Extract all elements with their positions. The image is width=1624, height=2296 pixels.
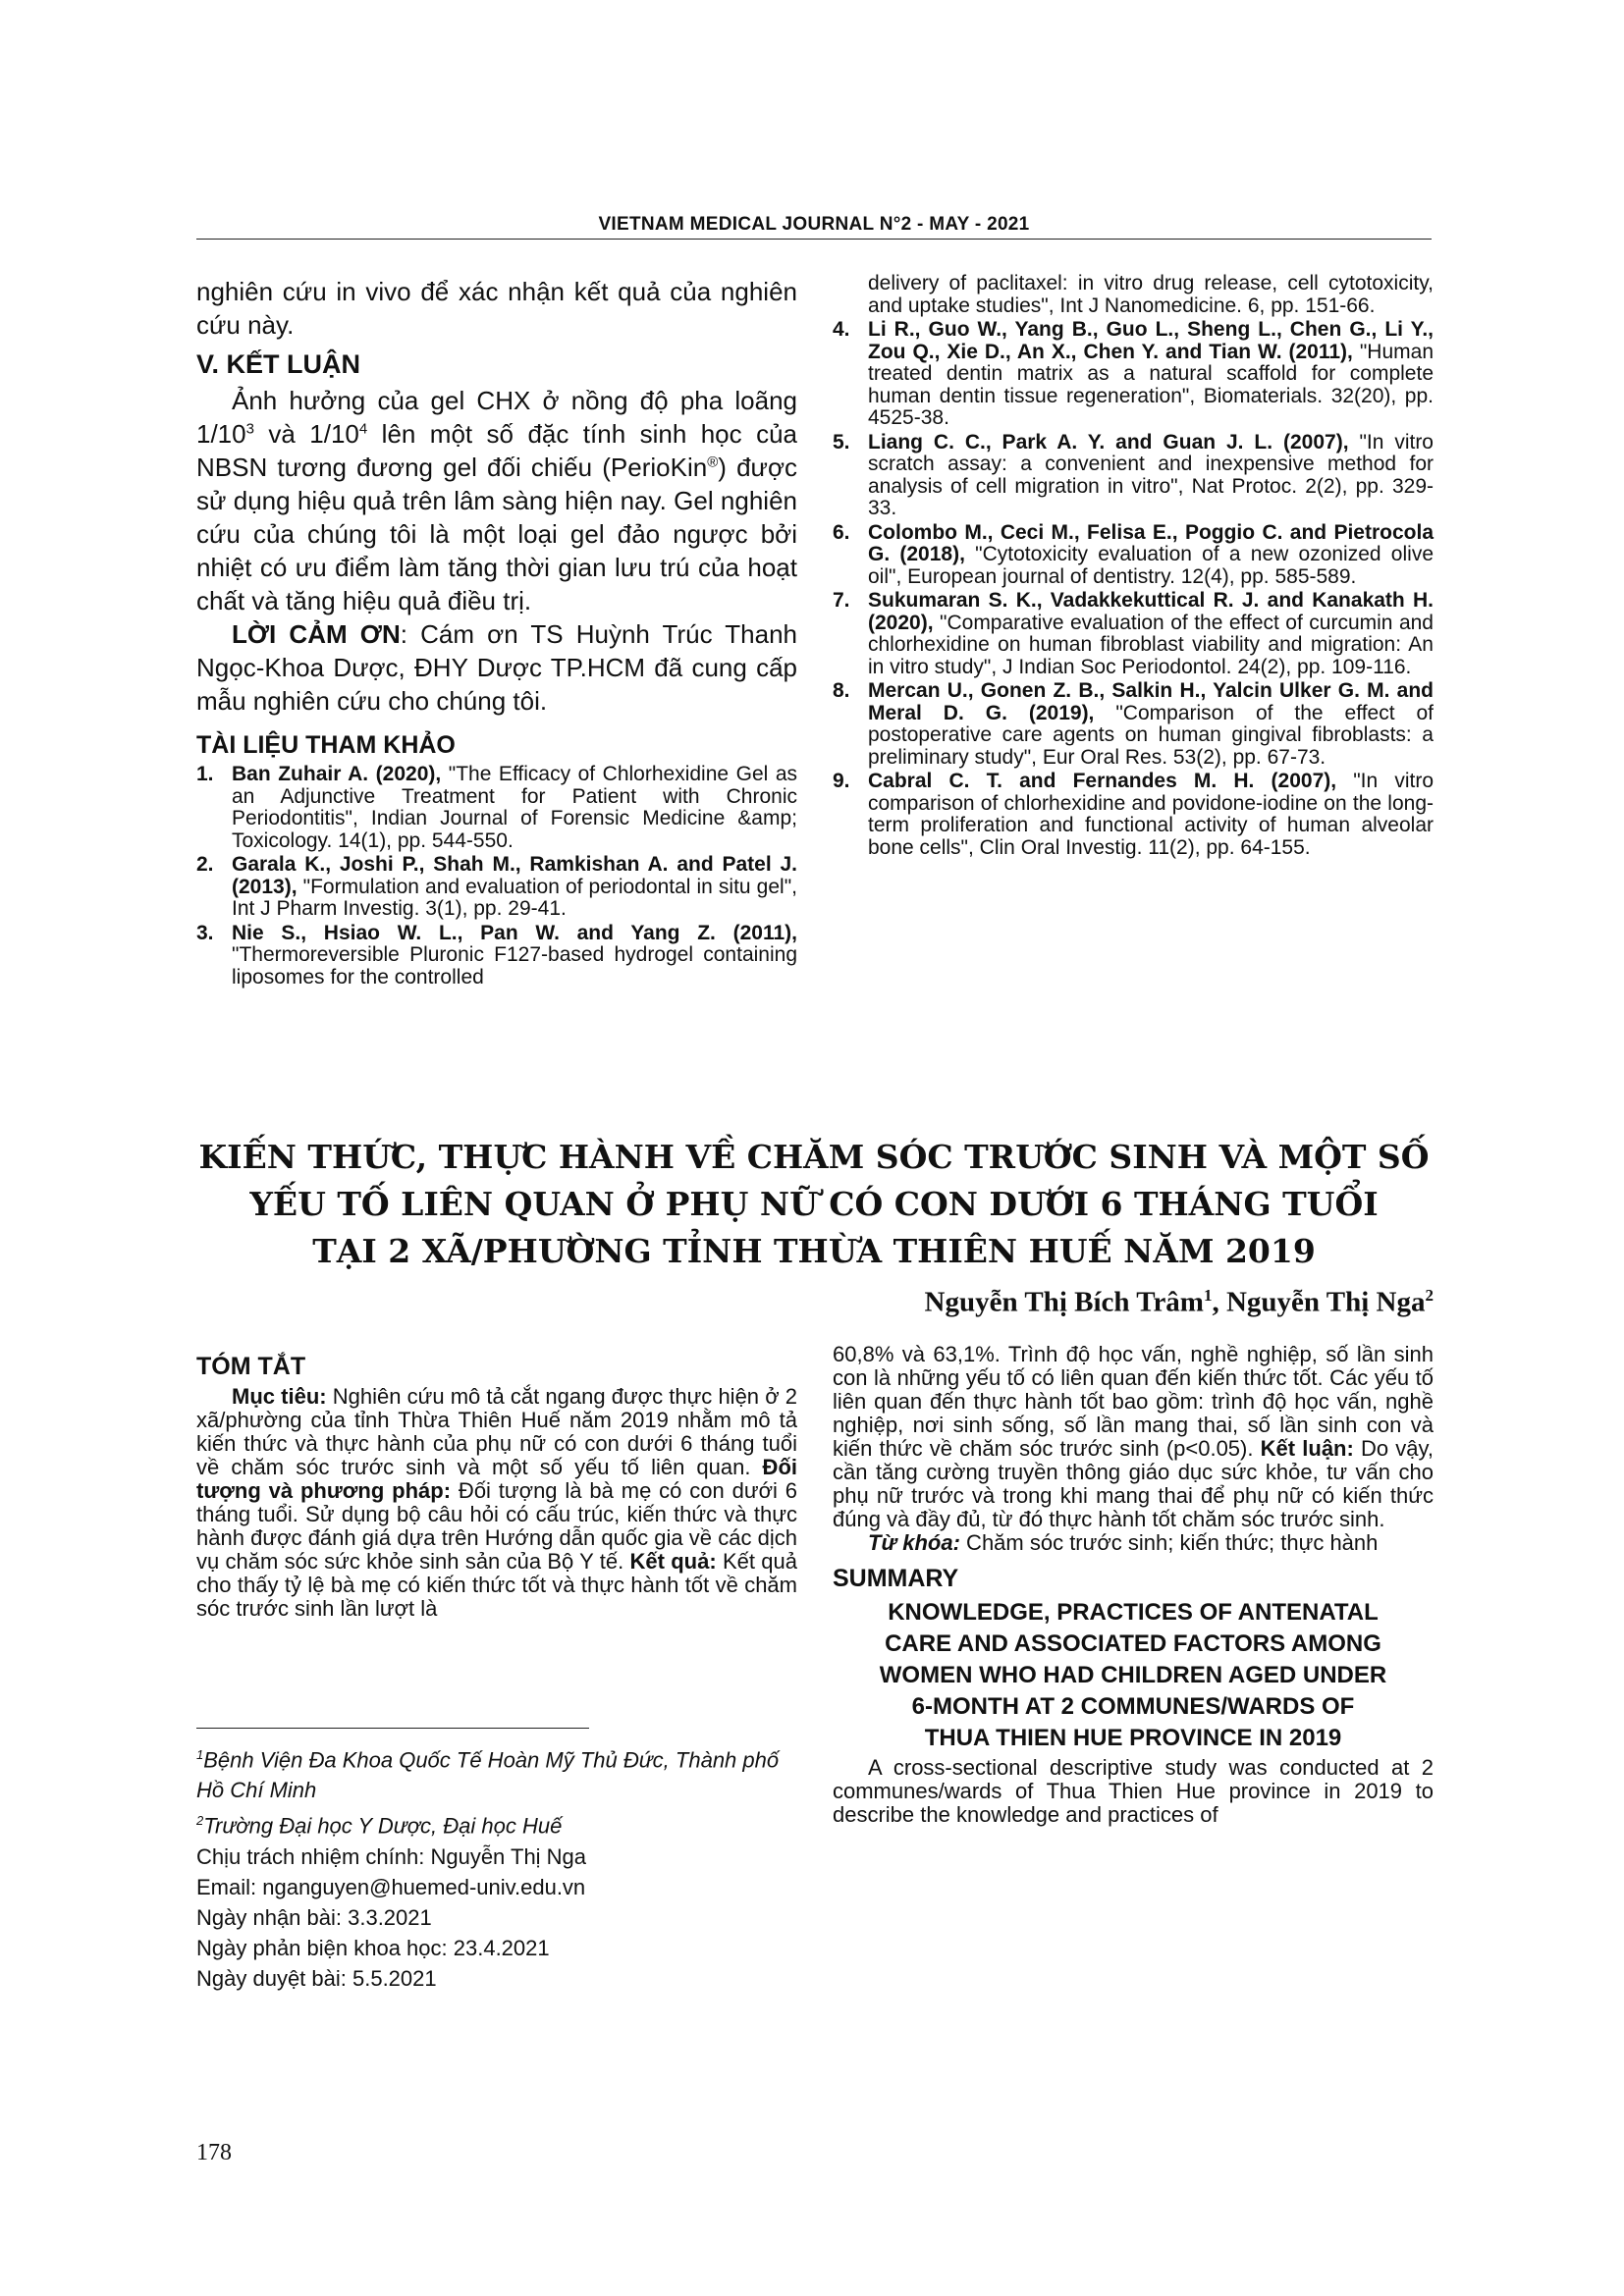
- reference-text: "Comparison of the effect of postoperative care agents on human gingival fibroblasts: a preliminary study", Eur Oral Res. 53(2), pp. 67-73.: [868, 701, 1434, 769]
- received-date: Ngày nhận bài: 3.3.2021: [196, 1904, 432, 1930]
- registered-mark: ®: [707, 454, 719, 471]
- intro-paragraph: nghiên cứu in vivo để xác nhận kết quả của nghiên cứu này.: [196, 277, 797, 340]
- reference-text: delivery of paclitaxel: in vitro drug release, cell cytotoxicity, and uptake studies", Int J Nanomedicine. 6, pp. 151-66.: [868, 272, 1434, 317]
- author-separator: ,: [1212, 1286, 1226, 1318]
- abstract-paragraph: [196, 1385, 797, 1621]
- conclusion-text-3: lên một số đặc tính sinh học của NBSN tương đương gel đối chiếu (PerioKin: [196, 419, 797, 482]
- reference-authors: Sukumaran S. K., Vadakkekuttical R. J. and Kanakath H. (2020),: [868, 589, 1434, 634]
- reference-text: "Thermoreversible Pluronic F127-based hydrogel containing liposomes for the controlled: [232, 943, 797, 988]
- abstract-results: Kết quả cho thấy tỷ lệ bà mẹ có kiến thức tốt và thực hành tốt về chăm sóc trước sinh lần lượt là: [196, 1549, 798, 1621]
- reference-authors: Nie S., Hsiao W. L., Pan W. and Yang Z. (2011),: [232, 921, 797, 944]
- footnote-rule: [196, 1728, 589, 1729]
- keywords-label: Từ khóa:: [868, 1530, 960, 1555]
- reference-number: 2.: [196, 853, 214, 876]
- abstract-objective: Nghiên cứu mô tả cắt ngang được thực hiện ở 2 xã/phường của tỉnh Thừa Thiên Huế năm 2019 nhằm mô tả kiến thức và thực hành của phụ nữ có con dưới 6 tháng tuổi về chăm sóc trước sinh và một số yếu tố liên quan.: [196, 1384, 797, 1479]
- reference-authors: Mercan U., Gonen Z. B., Salkin H., Yalcin Ulker G. M. and Meral D. G. (2019),: [868, 679, 1434, 724]
- journal-header: VIETNAM MEDICAL JOURNAL N°2 - MAY - 2021: [598, 214, 1030, 235]
- reference-authors: Colombo M., Ceci M., Felisa E., Poggio C. and Pietrocola G. (2018),: [868, 520, 1434, 565]
- responsible-author: Chịu trách nhiệm chính: Nguyễn Thị Nga: [196, 1843, 587, 1869]
- affiliation-text: Bệnh Viện Đa Khoa Quốc Tế Hoàn Mỹ Thủ Đức, Thành phố Hồ Chí Minh: [196, 1747, 780, 1803]
- left-column-top: [196, 275, 797, 990]
- abstract-continuation: [833, 1343, 1434, 1531]
- reference-item: [196, 854, 797, 921]
- superscript: 4: [358, 420, 368, 438]
- reference-authors: Ban Zuhair A. (2020),: [232, 763, 442, 785]
- abstract-column-right: [833, 1343, 1434, 1827]
- reference-continuation: [833, 273, 1434, 317]
- summary-title: [833, 1597, 1434, 1754]
- summary-paragraph: A cross-sectional descriptive study was conducted at 2 communes/wards of Thua Thien Hue province in 2019 to describe the knowledge and practices of: [833, 1755, 1434, 1827]
- reference-item: [196, 764, 797, 852]
- acknowledgement-paragraph: [196, 617, 797, 718]
- abstract-results-continued: 60,8% và 63,1%. Trình độ học vấn, nghề nghiệp, số lần sinh con là những yếu tố có liên quan đến kiến thức tốt. Các yếu tố liên quan đến thực hành tốt bao gồm: trình độ học vấn, nghề nghiệp, nơi sinh sống, số lần mang thai, số lần sinh con và kiến thức về chăm sóc trước sinh (p<0.05).: [833, 1342, 1434, 1461]
- reference-text: "Comparative evaluation of the effect of curcumin and chlorhexidine on human fibroblast viability and migration: An in vitro study", J Indian Soc Periodontol. 24(2), pp. 109-116.: [868, 611, 1434, 678]
- article-title: [196, 1134, 1432, 1275]
- superscript: 3: [245, 420, 254, 438]
- reference-authors: Cabral C. T. and Fernandes M. H. (2007),: [868, 770, 1337, 792]
- reference-item: [833, 680, 1434, 769]
- article-title-line: TẠI 2 XÃ/PHƯỜNG TỈNH THỪA THIÊN HUẾ NĂM 2019: [312, 1232, 1316, 1270]
- reference-text: "In vitro scratch assay: a convenient and inexpensive method for analysis of cell migration in vitro", Nat Protoc. 2(2), pp. 329-33.: [868, 430, 1434, 519]
- article-title-line: KIẾN THỨC, THỰC HÀNH VỀ CHĂM SÓC TRƯỚC SINH VÀ MỘT SỐ: [198, 1138, 1430, 1176]
- accepted-date: Ngày duyệt bài: 5.5.2021: [196, 1965, 437, 1991]
- affiliation-text: Trường Đại học Y Dược, Đại học Huế: [203, 1813, 563, 1839]
- keywords-text: Chăm sóc trước sinh; kiến thức; thực hành: [959, 1530, 1379, 1555]
- reference-number: 1.: [196, 763, 214, 785]
- reference-number: 3.: [196, 921, 214, 944]
- conclusion-paragraph: [196, 384, 797, 617]
- acknowledgement-label: LỜI CẢM ƠN: [232, 619, 401, 649]
- acknowledgement-text: : Cám ơn TS Huỳnh Trúc Thanh Ngọc-Khoa Dược, ĐHY Dược TP.HCM đã cung cấp mẫu nghiên cứu cho chúng tôi.: [196, 619, 797, 716]
- affiliation-mark: 2: [196, 1813, 204, 1829]
- keywords-paragraph: [833, 1531, 1434, 1555]
- references-heading: TÀI LIỆU THAM KHẢO: [196, 731, 456, 759]
- author-name: Nguyễn Thị Bích Trâm: [924, 1286, 1204, 1318]
- conclusion-text-4: ) được sử dụng hiệu quả trên lâm sàng hiện nay. Gel nghiên cứu của chúng tôi là một loại gel đảo ngược bởi nhiệt có ưu điểm làm tăng thời gian lưu trú của hoạt chất và tăng hiệu quả điều trị.: [196, 453, 797, 615]
- summary-title-line: WOMEN WHO HAD CHILDREN AGED UNDER: [879, 1662, 1387, 1688]
- author-name: Nguyễn Thị Nga: [1225, 1286, 1426, 1318]
- abstract-label-results: Kết quả:: [623, 1549, 717, 1574]
- reference-list-left: [196, 764, 797, 988]
- abstract-label-conclusion: Kết luận:: [1253, 1436, 1354, 1461]
- reference-item: [833, 319, 1434, 430]
- reference-number: 8.: [833, 679, 850, 702]
- reference-item: [833, 590, 1434, 678]
- abstract-label-objective: Mục tiêu:: [232, 1384, 327, 1409]
- header-rule: [196, 239, 1432, 240]
- affiliation-mark: 1: [196, 1747, 204, 1762]
- abstract-heading: TÓM TẮT: [196, 1353, 306, 1380]
- reference-number: 7.: [833, 589, 850, 612]
- author-affiliation-mark: 2: [1425, 1286, 1434, 1305]
- reference-number: 4.: [833, 318, 850, 341]
- conclusion-heading: V. KẾT LUẬN: [196, 349, 361, 379]
- reference-authors: Garala K., Joshi P., Shah M., Ramkishan A. and Patel J. (2013),: [232, 853, 797, 898]
- email: Email: nganguyen@huemed-univ.edu.vn: [196, 1874, 586, 1899]
- article-authors: [815, 1286, 1434, 1319]
- page-number: 178: [196, 2140, 232, 2165]
- reference-number: 6.: [833, 520, 850, 544]
- reference-text: "Human treated dentin matrix as a natural scaffold for complete human dentin tissue regeneration", Biomaterials. 32(20), pp. 4525-38.: [868, 340, 1434, 429]
- reference-item: [833, 771, 1434, 859]
- reference-text: "In vitro comparison of chlorhexidine and povidone-iodine on the long-term proliferation and functional activity of human alveolar bone cells", Clin Oral Investig. 11(2), pp. 64-155.: [868, 770, 1434, 859]
- article-title-line: YẾU TỐ LIÊN QUAN Ở PHỤ NỮ CÓ CON DƯỚI 6 THÁNG TUỔI: [249, 1185, 1379, 1223]
- reference-text: "Cytotoxicity evaluation of a new ozonized olive oil", European journal of dentistry. 12(4), pp. 585-589.: [868, 543, 1434, 588]
- right-column-top: [833, 273, 1434, 861]
- affiliation-1: [196, 1739, 797, 1805]
- summary-title-line: 6-MONTH AT 2 COMMUNES/WARDS OF: [911, 1693, 1355, 1720]
- reference-item: [196, 923, 797, 989]
- affiliation-2: [196, 1805, 797, 1841]
- author-affiliation-mark: 1: [1203, 1286, 1213, 1305]
- footnotes: [196, 1739, 797, 1994]
- reference-text: "The Efficacy of Chlorhexidine Gel as an Adjunctive Treatment for Patient with Chronic Periodontitis", Indian Journal of Forensic Medicine &amp; Toxicology. 14(1), pp. 544-550.: [232, 763, 797, 852]
- summary-title-line: THUA THIEN HUE PROVINCE IN 2019: [924, 1725, 1342, 1751]
- reference-authors: Liang C. C., Park A. Y. and Guan J. L. (2007),: [868, 430, 1349, 454]
- reference-item: [833, 522, 1434, 589]
- summary-heading: SUMMARY: [833, 1565, 959, 1592]
- reference-item: [833, 432, 1434, 520]
- conclusion-text-1: Ảnh hưởng của gel CHX ở nồng độ pha loãng 1/10: [196, 386, 797, 449]
- summary-title-line: CARE AND ASSOCIATED FACTORS AMONG: [885, 1630, 1381, 1657]
- abstract-label-methods: Đối tượng và phương pháp:: [196, 1455, 797, 1503]
- summary-title-line: KNOWLEDGE, PRACTICES OF ANTENATAL: [888, 1599, 1379, 1626]
- reference-authors: Li R., Guo W., Yang B., Guo L., Sheng L., Chen G., Li Y., Zou Q., Xie D., An X., Chen Y. and Tian W. (2011),: [868, 318, 1434, 363]
- abstract-methods: Đối tượng là bà mẹ có con dưới 6 tháng tuổi. Sử dụng bộ câu hỏi có cấu trúc, kiến thức và thực hành được đánh giá dựa trên Hướng dẫn quốc gia về các dịch vụ chăm sóc sức khỏe sinh sản của Bộ Y tế.: [196, 1478, 797, 1574]
- abstract-conclusion: Do vậy, cần tăng cường truyền thông giáo dục sức khỏe, tư vấn cho phụ nữ trước và trong khi mang thai để phụ nữ có kiến thức đúng và đầy đủ, từ đó thực hành tốt chăm sóc trước sinh.: [833, 1436, 1434, 1531]
- reference-list-right: [833, 273, 1434, 859]
- abstract-column: [196, 1343, 797, 1621]
- reviewed-date: Ngày phản biện khoa học: 23.4.2021: [196, 1935, 550, 1960]
- reference-text: "Formulation and evaluation of periodontal in situ gel", Int J Pharm Investig. 3(1), pp. 29-41.: [232, 875, 797, 920]
- reference-number: 5.: [833, 430, 850, 454]
- conclusion-text-2: và 1/10: [253, 419, 359, 449]
- reference-number: 9.: [833, 770, 850, 792]
